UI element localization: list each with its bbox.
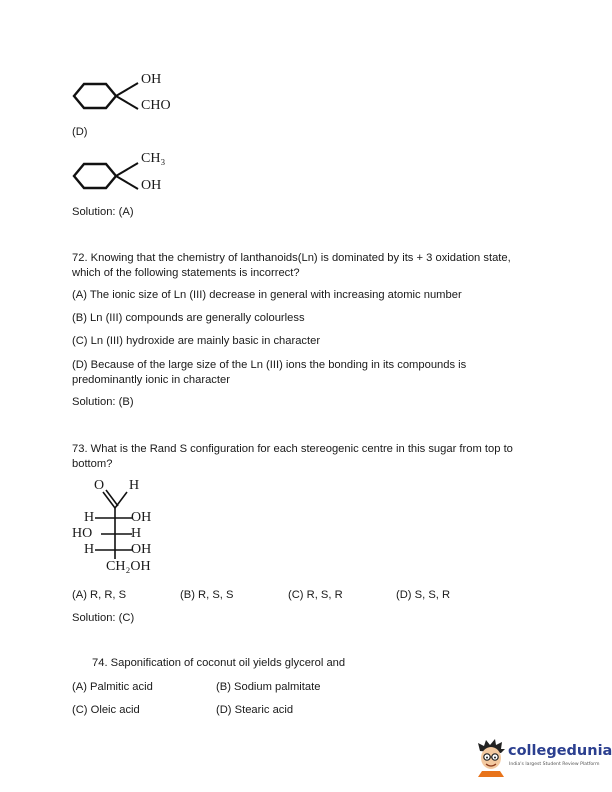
q72-option-d: (D) Because of the large size of the Ln (III) ions the bonding in its compounds is predominantly ionic in character (72, 359, 467, 386)
q74-option-d: (D) Stearic acid (216, 704, 294, 716)
cyclohexane-ring-d (72, 158, 152, 194)
cyclohexane-ring-top (72, 78, 152, 114)
question-73: 73. What is the Rand S configuration for each stereogenic centre in this sugar from top to bottom? (72, 443, 513, 470)
fischer-top-h: H (129, 478, 140, 493)
q73-option-d: (D) S, S, R (396, 589, 451, 601)
logo-tagline: India's largest Student Review Platform (509, 762, 600, 767)
q74-option-a: (A) Palmitic acid (72, 681, 153, 693)
q72-option-a: (A) The ionic size of Ln (III) decrease in general with increasing atomic number (72, 289, 462, 301)
q74-option-c: (C) Oleic acid (72, 704, 140, 716)
fischer-row1-left: H (84, 510, 95, 525)
fischer-row3-right: OH (131, 542, 152, 557)
solution-72: Solution: (B) (72, 396, 134, 408)
q73-option-a: (A) R, R, S (72, 589, 127, 601)
solution-71: Solution: (A) (72, 206, 134, 218)
question-74: 74. Saponification of coconut oil yields glycerol and (92, 657, 346, 669)
collegedunia-logo[interactable] (474, 737, 612, 777)
q72-option-c: (C) Ln (III) hydroxide are mainly basic in character (72, 335, 321, 347)
question-72: 72. Knowing that the chemistry of lanthanoids(Ln) is dominated by its + 3 oxidation state, which of the following statements is incorrect? (72, 252, 511, 279)
fischer-top-o: O (94, 478, 105, 493)
substituent-oh: OH (141, 72, 162, 87)
option-d-label: (D) (72, 126, 88, 138)
q74-option-b: (B) Sodium palmitate (216, 681, 321, 693)
fischer-bottom: CH₂OH (106, 559, 151, 574)
substituent-cho: CHO (141, 98, 171, 113)
logo-wordmark: collegedunia (508, 743, 612, 759)
substituent-ch3: CH₃ (141, 151, 166, 166)
q73-option-c: (C) R, S, R (288, 589, 343, 601)
q72-option-b: (B) Ln (III) compounds are generally colourless (72, 312, 305, 324)
substituent-oh-d: OH (141, 178, 162, 193)
solution-73: Solution: (C) (72, 612, 135, 624)
fischer-row1-right: OH (131, 510, 152, 525)
mascot-icon (474, 737, 508, 777)
fischer-row2-right: H (131, 526, 142, 541)
fischer-row2-left: HO (72, 526, 93, 541)
fischer-row3-left: H (84, 542, 95, 557)
q73-option-b: (B) R, S, S (180, 589, 234, 601)
